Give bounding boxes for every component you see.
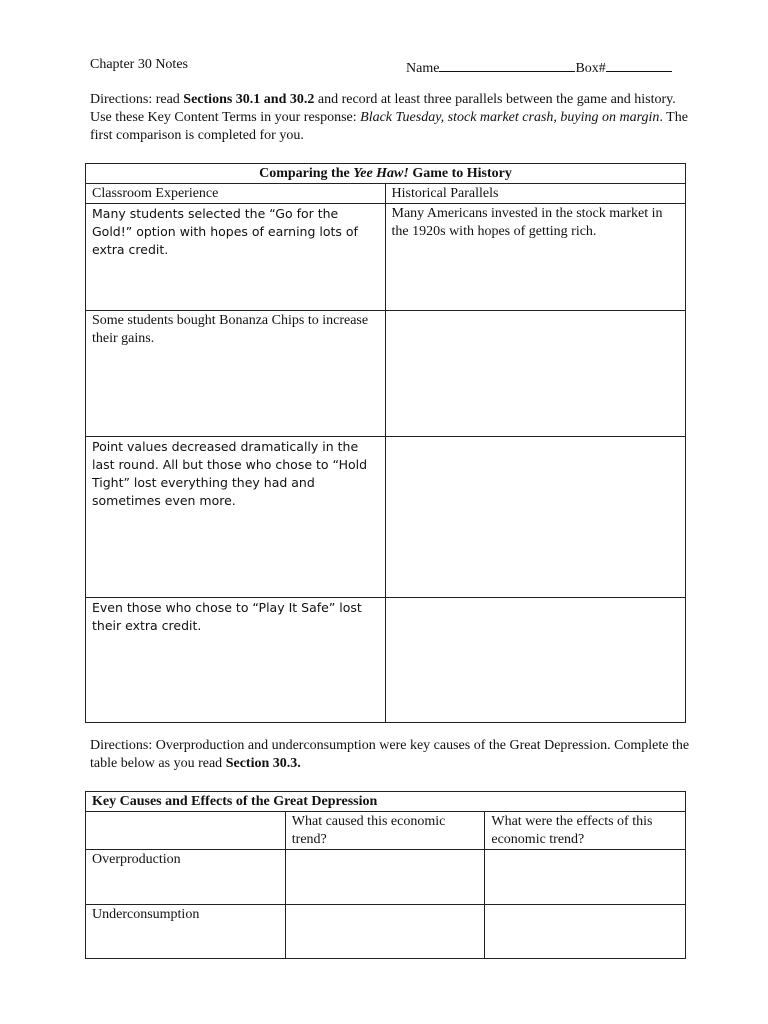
causes-effects-table [85, 791, 686, 959]
parallel-cell: Many Americans invested in the stock market in the 1920s with hopes of getting rich. [385, 204, 685, 311]
name-box-fields [406, 56, 672, 78]
parallel-cell[interactable] [385, 311, 685, 437]
table-row [86, 204, 686, 311]
name-blank-line[interactable] [439, 56, 575, 72]
directions-1-text-a: Directions: read [90, 92, 184, 107]
col-header-effects: What were the effects of this economic trend? [485, 812, 686, 850]
table-row [86, 598, 686, 723]
col-header-historical-parallels: Historical Parallels [385, 184, 685, 204]
directions-2-text: Directions: Overproduction and underconsumption were key causes of the Great Depression. Complete the table below as you read [90, 738, 690, 771]
parallel-cell[interactable] [385, 598, 685, 723]
page-header [90, 56, 686, 76]
effect-cell[interactable] [485, 905, 686, 959]
table-row [86, 905, 686, 959]
col-header-classroom-experience: Classroom Experience [86, 184, 386, 204]
directions-paragraph-1 [90, 91, 690, 145]
directions-1-sections: Sections 30.1 and 30.2 [183, 92, 315, 107]
experience-cell: Many students selected the “Go for the Gold!” option with hopes of earning lots of extra credit. [86, 204, 386, 311]
cause-cell[interactable] [285, 850, 485, 905]
name-label: Name [406, 61, 440, 76]
empty-header-cell [86, 812, 286, 850]
effect-cell[interactable] [485, 850, 686, 905]
row-label-underconsumption: Underconsumption [86, 905, 286, 959]
row-label-overproduction: Overproduction [86, 850, 286, 905]
comparison-table [85, 163, 686, 723]
comparison-table-title: Comparing the Yee Haw! Game to History [86, 164, 686, 184]
directions-2-section: Section 30.3. [225, 756, 301, 771]
experience-cell: Some students bought Bonanza Chips to increase their gains. [86, 311, 386, 437]
causes-effects-table-title: Key Causes and Effects of the Great Depression [86, 792, 686, 812]
directions-1-key-terms: Black Tuesday, stock market crash, buying on margin [360, 110, 660, 125]
box-blank-line[interactable] [606, 56, 672, 72]
experience-cell: Point values decreased dramatically in the last round. All but those who chose to “Hold Tight” lost everything they had and sometimes even more. [86, 437, 386, 598]
experience-cell: Even those who chose to “Play It Safe” lost their extra credit. [86, 598, 386, 723]
directions-1-text-c: . The first comparison is completed for you. [90, 110, 688, 143]
table-row [86, 311, 686, 437]
directions-1-text-b: and record at least three parallels between the game and history. Use these Key Content Terms in your response: [90, 92, 676, 125]
col-header-causes: What caused this economic trend? [285, 812, 485, 850]
table-row [86, 437, 686, 598]
cause-cell[interactable] [285, 905, 485, 959]
parallel-cell[interactable] [385, 437, 685, 598]
directions-paragraph-2 [90, 737, 690, 773]
table-row [86, 850, 686, 905]
box-label: Box# [575, 61, 606, 76]
chapter-title: Chapter 30 Notes [90, 57, 188, 72]
